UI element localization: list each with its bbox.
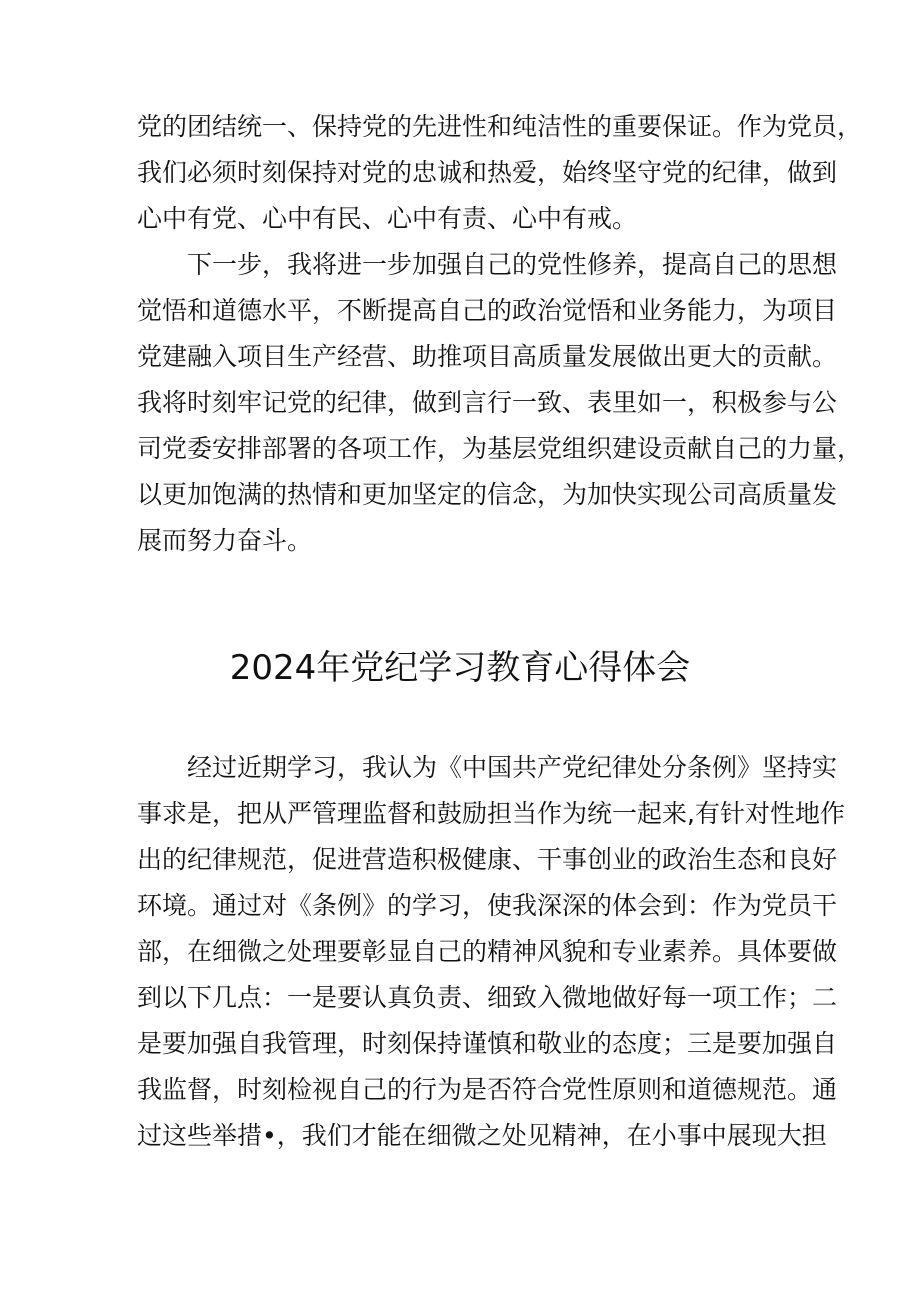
- paragraph-line: 展而努力奋斗。: [137, 526, 313, 555]
- continued-section: [137, 104, 863, 564]
- paragraph-line: 过这些举措•，我们才能在细微之处见精神，在小事中展现大担: [137, 1121, 827, 1150]
- paragraph-line: 到以下几点：一是要认真负责、细致入微地做好每一项工作；二: [137, 983, 838, 1012]
- paragraph-line: 以更加饱满的热情和更加坚定的信念，为加快实现公司高质量发: [137, 480, 838, 509]
- paragraph-line: 我将时刻牢记党的纪律，做到言行一致、表里如一，积极参与公: [137, 388, 838, 417]
- paragraph-line: 部，在细微之处理要彰显自己的精神风貌和专业素养。具体要做: [137, 937, 838, 966]
- paragraph-line: 我们必须时刻保持对党的忠诚和热爱，始终坚守党的纪律，做到: [137, 158, 838, 187]
- article-title: 2024年党纪学习教育心得体会: [229, 648, 691, 688]
- paragraph-line: 觉悟和道德水平，不断提高自己的政治觉悟和业务能力，为项目: [137, 296, 838, 325]
- paragraph-line: 司党委安排部署的各项工作，为基层党组织建设贡献自己的力量，: [137, 434, 863, 463]
- paragraph-line: 党建融入项目生产经营、助推项目高质量发展做出更大的贡献。: [137, 342, 838, 371]
- article-body: [137, 745, 845, 1159]
- paragraph-line: 我监督，时刻检视自己的行为是否符合党性原则和道德规范。通: [137, 1075, 838, 1104]
- paragraph-line: 党的团结统一、保持党的先进性和纯洁性的重要保证。作为党员，: [137, 112, 863, 141]
- paragraph-line: 环境。通过对《条例》的学习，使我深深的体会到：作为党员干: [137, 891, 838, 920]
- paragraph-line: 下一步，我将进一步加强自己的党性修养，提高自己的思想: [187, 250, 838, 279]
- paragraph-line: 经过近期学习，我认为《中国共产党纪律处分条例》坚持实: [187, 753, 838, 782]
- paragraph-line: 是要加强自我管理，时刻保持谨慎和敬业的态度；三是要加强自: [137, 1029, 838, 1058]
- paragraph-line: 事求是，把从严管理监督和鼓励担当作为统一起来,有针对性地作: [137, 799, 845, 828]
- paragraph-line: 出的纪律规范，促进营造积极健康、干事创业的政治生态和良好: [137, 845, 838, 874]
- paragraph-line: 心中有党、心中有民、心中有责、心中有戒。: [137, 204, 638, 233]
